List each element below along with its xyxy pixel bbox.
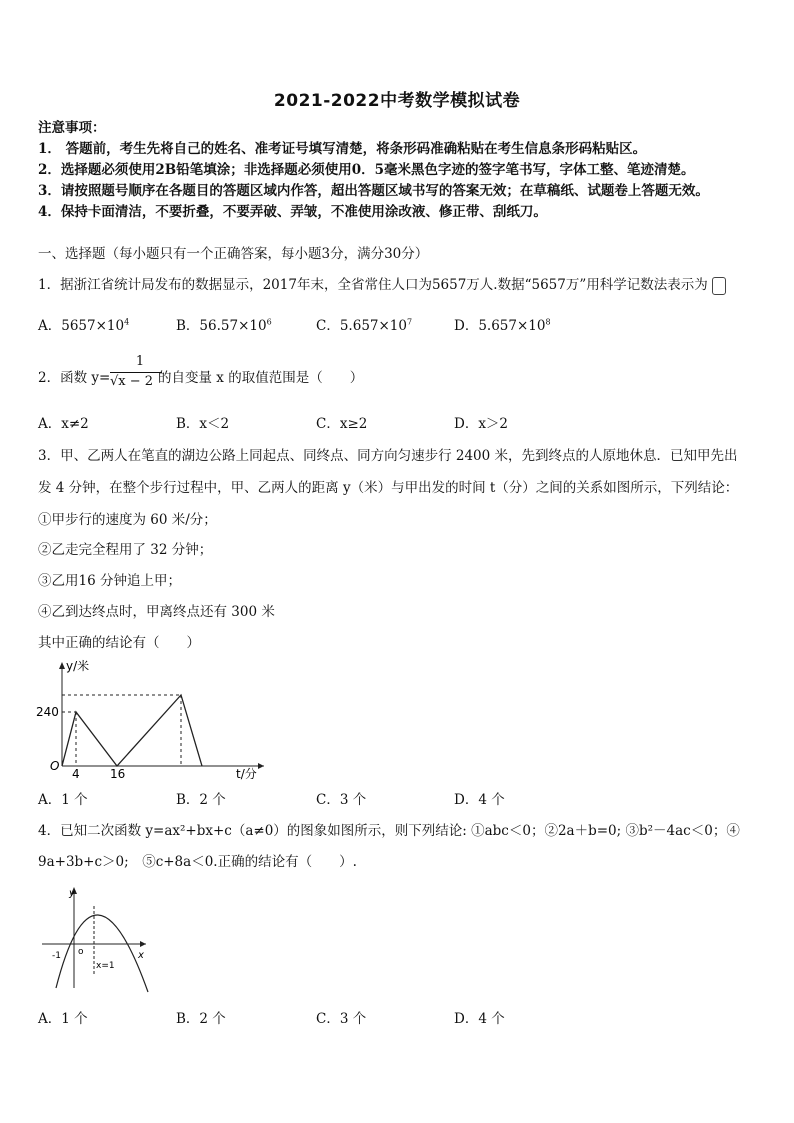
option-base: 5.657×10 xyxy=(339,318,407,334)
question-2-suffix: 的自变量 x 的取值范围是（ ） xyxy=(158,370,364,386)
question-3-statement-2: ②乙走完全程用了 32 分钟； xyxy=(38,542,213,558)
fraction-numerator: 1 xyxy=(135,354,145,369)
neg-one-label: -1 xyxy=(52,951,61,961)
x-axis-arrow-icon xyxy=(258,763,264,769)
q2-option-a: A．x≠2 xyxy=(38,416,89,432)
q4-option-a: A．1 个 xyxy=(38,1011,88,1027)
parabola-curve xyxy=(56,915,148,992)
question-3-prompt: 其中正确的结论有（ ） xyxy=(38,635,200,651)
y-axis-arrow-icon xyxy=(59,662,65,669)
option-base: 5657×10 xyxy=(61,318,125,334)
question-4-line-2: 9a+3b+c＞0; ⑤c+8a＜0.正确的结论有（ ）. xyxy=(38,854,357,870)
origin-label: O xyxy=(50,759,60,773)
fraction-denominator: √x − 2 xyxy=(110,374,154,389)
section-heading: 一、选择题（每小题只有一个正确答案，每小题3分，满分30分） xyxy=(38,246,429,262)
question-3-statement-1: ①甲步行的速度为 60 米/分； xyxy=(38,512,217,528)
answer-blank-paren xyxy=(712,277,726,295)
notes-heading: 注意事项： xyxy=(38,120,106,136)
q4-option-b: B．2 个 xyxy=(176,1011,226,1027)
exam-title: 2021-2022中考数学模拟试卷 xyxy=(273,91,521,111)
q3-option-c: C．3 个 xyxy=(316,792,367,808)
q4-option-d: D．4 个 xyxy=(454,1011,505,1027)
option-base: 56.57×10 xyxy=(199,318,267,334)
option-label: B． xyxy=(176,318,200,334)
q3-option-d: D．4 个 xyxy=(454,792,505,808)
q1-option-b xyxy=(176,316,272,336)
y-tick-240: 240 xyxy=(36,705,59,719)
option-exponent: 7 xyxy=(406,317,413,327)
note-item-2: 2．选择题必须使用2B铅笔填涂；非选择题必须使用0．5毫米黑色字迹的签字笔书写，字体工整、笔迹清楚。 xyxy=(38,162,695,178)
q3-option-a: A．1 个 xyxy=(38,792,88,808)
question-3-statement-4: ④乙到达终点时，甲离终点还有 300 米 xyxy=(38,604,275,620)
symmetry-axis-label: x=1 xyxy=(96,961,115,971)
q2-option-d: D．x＞2 xyxy=(454,416,509,432)
y-axis-label: y/米 xyxy=(66,659,90,673)
fraction-bar xyxy=(110,372,162,373)
question-3-line-1: 3．甲、乙两人在笔直的湖边公路上同起点、同终点、同方向匀速步行 2400 米，先到终点的人原地休息．已知甲先出 xyxy=(38,448,738,464)
option-label: C． xyxy=(316,318,340,334)
origin-label: o xyxy=(78,947,84,957)
x-tick-16: 16 xyxy=(110,767,126,780)
option-label: A． xyxy=(38,318,62,334)
note-item-4: 4．保持卡面清洁，不要折叠，不要弄破、弄皱，不准使用涂改液、修正带、刮纸刀。 xyxy=(38,204,547,220)
question-3-line-2: 发 4 分钟，在整个步行过程中，甲、乙两人的距离 y（米）与甲出发的时间 t（分）之间的关系如图所示，下列结论： xyxy=(38,480,739,496)
q1-option-d xyxy=(454,316,551,336)
q4-option-c: C．3 个 xyxy=(316,1011,367,1027)
note-item-1: 1． 答题前，考生先将自己的姓名、准考证号填写清楚，将条形码准确粘贴在考生信息条形码粘贴区。 xyxy=(38,141,647,157)
q1-option-a xyxy=(38,316,129,336)
question-1-text: 1．据浙江省统计局发布的数据显示，2017年末，全省常住人口为5657万人.数据“5657万”用科学记数法表示为 xyxy=(38,277,708,293)
x-tick-4: 4 xyxy=(72,767,80,780)
q1-option-c xyxy=(316,316,412,336)
option-exponent: 6 xyxy=(266,317,272,327)
question-1 xyxy=(38,275,726,295)
q2-fraction xyxy=(96,354,166,394)
q3-option-b: B．2 个 xyxy=(176,792,226,808)
x-axis-label: t/分 xyxy=(236,767,257,780)
q2-option-c: C．x≥2 xyxy=(316,416,368,432)
q4-parabola-graph xyxy=(38,884,158,996)
x-axis-arrow-icon xyxy=(140,941,146,947)
question-2-prefix: 2．函数 y= xyxy=(38,370,111,386)
option-exponent: 8 xyxy=(545,317,551,327)
q3-distance-time-graph xyxy=(36,656,276,780)
option-base: 5.657×10 xyxy=(478,318,546,334)
note-item-3: 3．请按照题号顺序在各题目的答题区域内作答，超出答题区域书写的答案无效；在草稿纸、试题卷上答题无效。 xyxy=(38,183,709,199)
question-4-line-1: 4．已知二次函数 y=ax²+bx+c（a≠0）的图象如图所示，则下列结论: ①abc＜0；②2a＋b=0; ③b²－4ac＜0；④ xyxy=(38,823,740,839)
q2-option-b: B．x＜2 xyxy=(176,416,230,432)
option-exponent: 4 xyxy=(124,317,130,327)
question-3-statement-3: ③乙用16 分钟追上甲； xyxy=(38,573,181,589)
x-axis-label: x xyxy=(138,950,144,961)
y-axis-label: y xyxy=(69,888,75,899)
option-label: D． xyxy=(454,318,479,334)
